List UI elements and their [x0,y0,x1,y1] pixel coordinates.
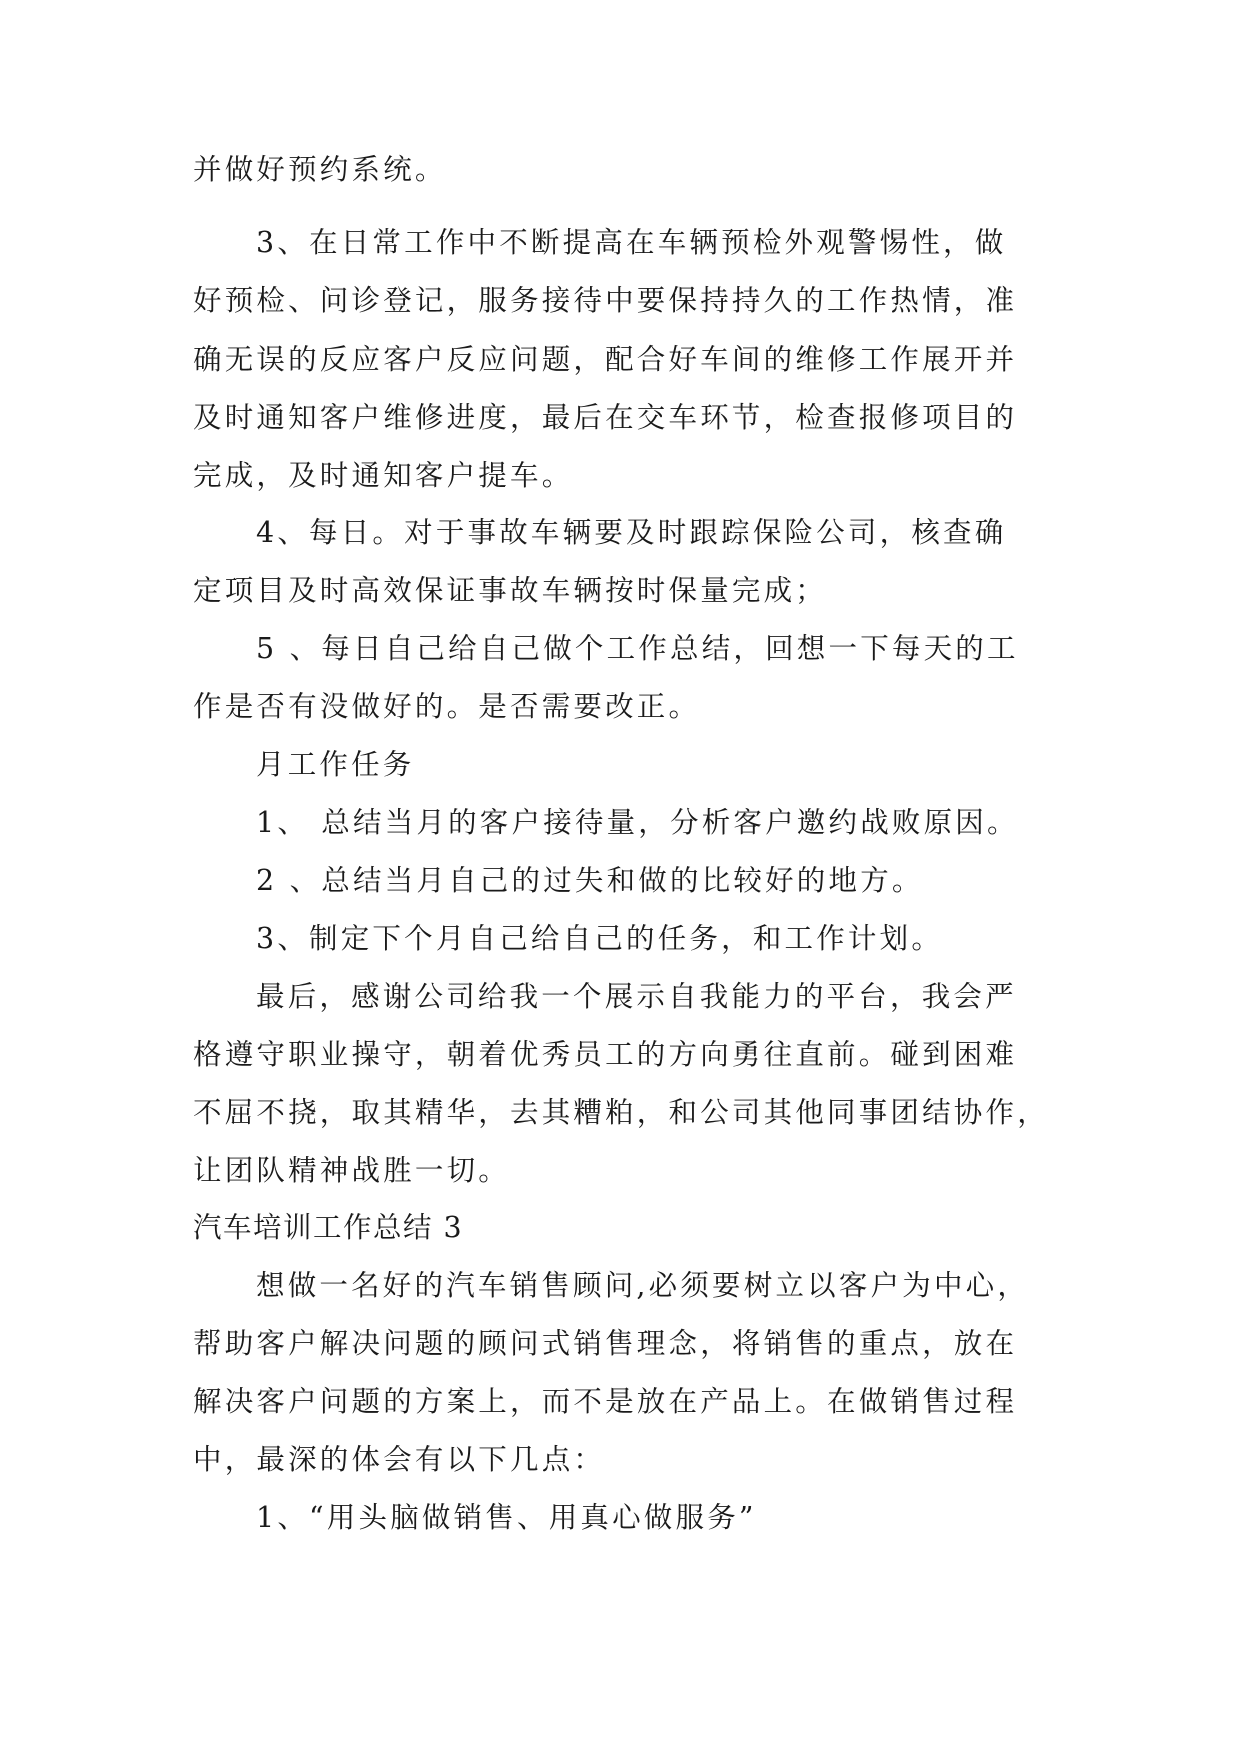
list-item-4: 4、每日。对于事故车辆要及时跟踪保险公司，核查确 [256,516,1007,549]
point-item-1: 1、“用头脑做销售、用真心做服务” [256,1501,757,1534]
monthly-task-item-2: 2 、总结当月自己的过失和做的比较好的地方。 [256,864,924,897]
text-line: 让团队精神战胜一切。 [193,1154,511,1187]
monthly-task-item-1: 1、 总结当月的客户接待量，分析客户邀约战败原因。 [256,806,1019,839]
text-line: 及时通知客户维修进度，最后在交车环节，检查报修项目的 [193,401,1018,434]
text-line: 格遵守职业操守，朝着优秀员工的方向勇往直前。碰到困难 [193,1038,1018,1071]
text-line: 不屈不挠，取其精华，去其糟粕，和公司其他同事团结协作， [193,1096,1049,1129]
list-item-5: 5 、每日自己给自己做个工作总结，回想一下每天的工 [256,632,1019,665]
text-line: 中，最深的体会有以下几点： [193,1443,606,1476]
intro-paragraph: 想做一名好的汽车销售顾问,必须要树立以客户为中心， [256,1269,1030,1302]
section-subheading: 月工作任务 [256,748,415,781]
text-line: 完成，及时通知客户提车。 [193,459,574,492]
list-item-3: 3、在日常工作中不断提高在车辆预检外观警惕性，做 [256,226,1007,259]
section-heading: 汽车培训工作总结 3 [193,1211,464,1244]
text-line: 好预检、问诊登记，服务接待中要保持持久的工作热情，准 [193,284,1018,317]
monthly-task-item-3: 3、制定下个月自己给自己的任务，和工作计划。 [256,922,944,955]
text-line: 并做好预约系统。 [193,153,447,186]
text-line: 帮助客户解决问题的顾问式销售理念，将销售的重点，放在 [193,1327,1018,1360]
closing-paragraph: 最后，感谢公司给我一个展示自我能力的平台，我会严 [256,980,1017,1013]
text-line: 解决客户问题的方案上，而不是放在产品上。在做销售过程 [193,1385,1018,1418]
text-line: 确无误的反应客户反应问题，配合好车间的维修工作展开并 [193,343,1018,376]
text-line: 定项目及时高效保证事故车辆按时保量完成； [193,574,828,607]
text-line: 作是否有没做好的。是否需要改正。 [193,690,701,723]
